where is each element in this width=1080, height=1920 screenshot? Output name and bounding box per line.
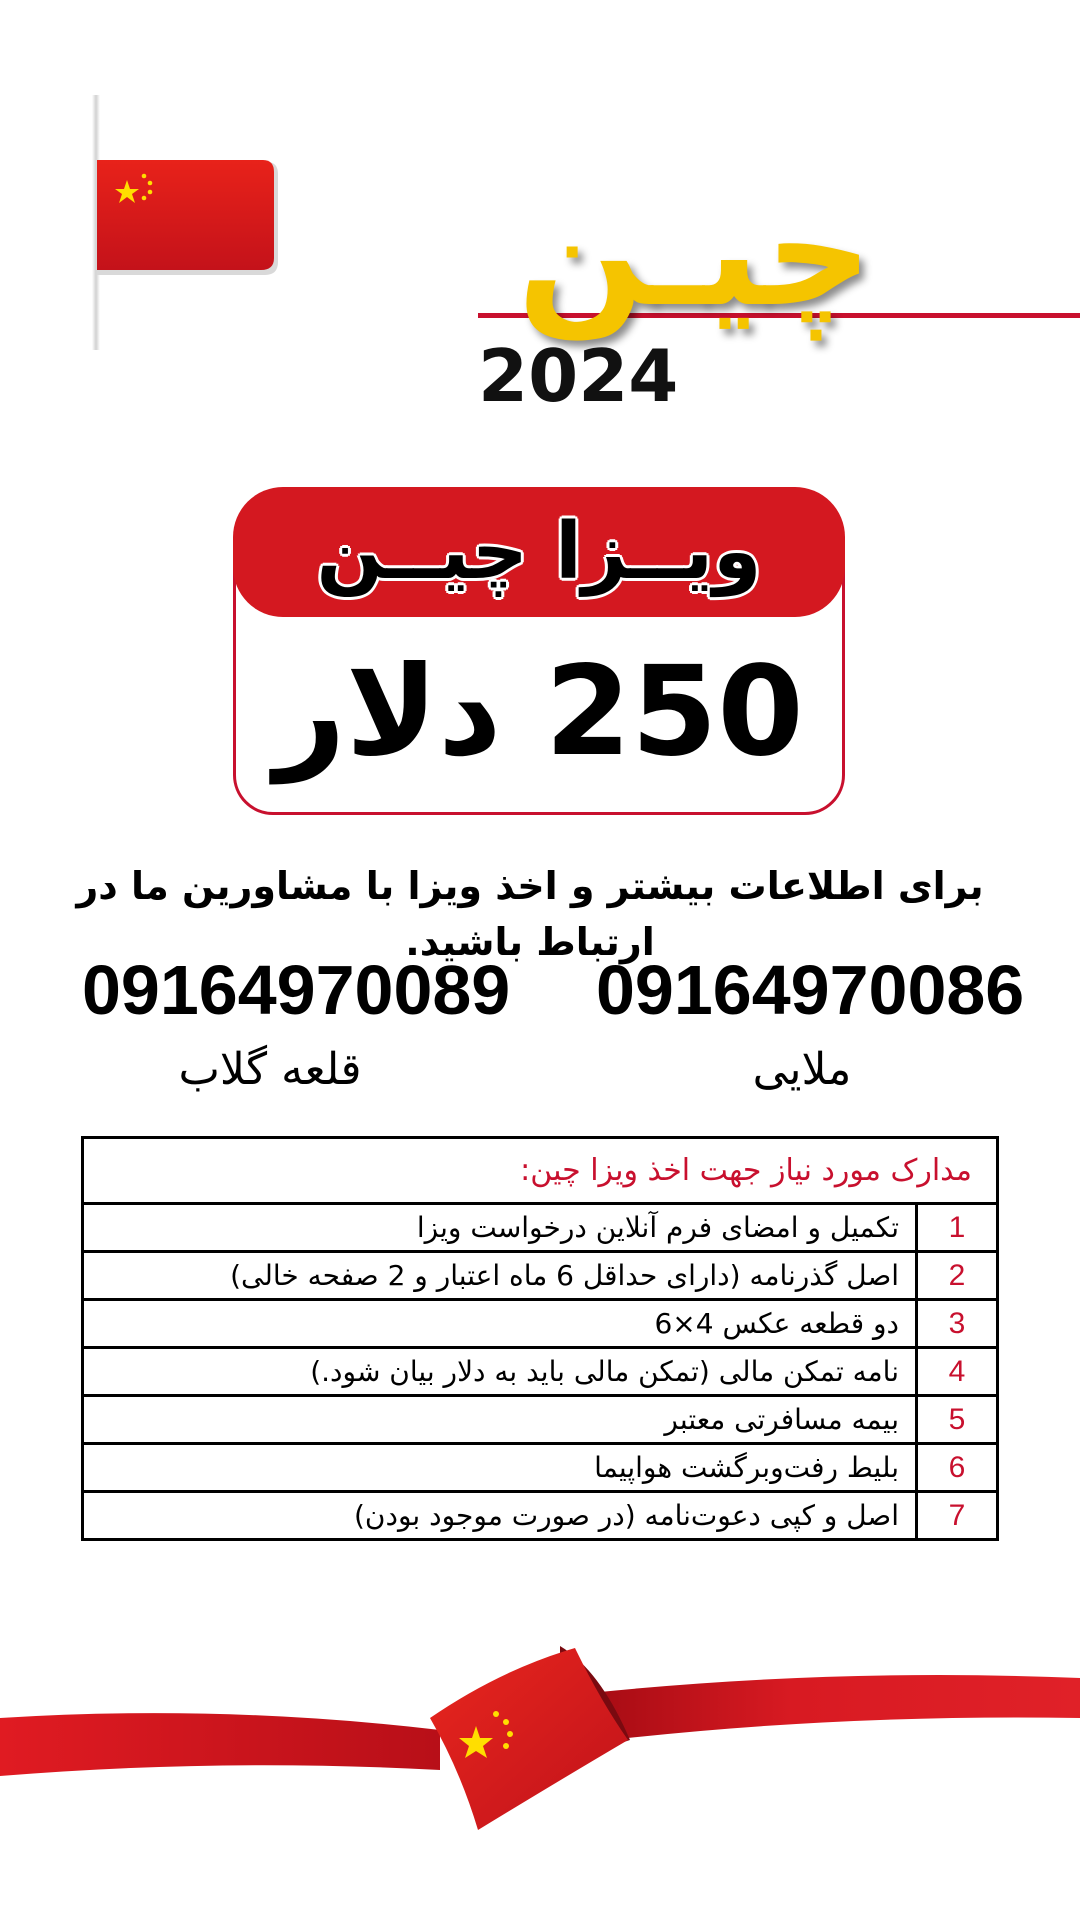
phone-number-2[interactable]: 09164970089 xyxy=(82,951,511,1029)
contact-info-text: برای اطلاعات بیشتر و اخذ ویزا با مشاورین ما در ارتباط باشید. xyxy=(76,864,984,964)
country-title: چیـن xyxy=(517,166,873,340)
document-text: بیمه مسافرتی معتبر xyxy=(83,1396,917,1444)
table-row xyxy=(83,1348,998,1396)
document-text: بلیط رفت‌وبرگشت هواپیما xyxy=(83,1444,917,1492)
document-number: 3 xyxy=(917,1300,998,1348)
documents-heading: مدارک مورد نیاز جهت اخذ ویزا چین: xyxy=(83,1138,998,1204)
price-card-title: ویــزا چیــن xyxy=(316,507,762,597)
table-row xyxy=(83,1204,998,1252)
consultant-name-1: ملایی xyxy=(752,1044,852,1095)
document-number: 7 xyxy=(917,1492,998,1540)
document-number: 2 xyxy=(917,1252,998,1300)
document-text: اصل گذرنامه (دارای حداقل 6 ماه اعتبار و 2 صفحه خالی) xyxy=(83,1252,917,1300)
document-number: 6 xyxy=(917,1444,998,1492)
document-text: نامه تمکن مالی (تمکن مالی باید به دلار بیان شود.) xyxy=(83,1348,917,1396)
year-label: 2024 xyxy=(478,334,679,418)
document-number: 4 xyxy=(917,1348,998,1396)
table-row xyxy=(83,1492,998,1540)
phone-number-1[interactable]: 09164970086 xyxy=(596,951,1025,1029)
document-number: 1 xyxy=(917,1204,998,1252)
document-text: اصل و کپی دعوت‌نامه (در صورت موجود بودن) xyxy=(83,1492,917,1540)
price-card xyxy=(233,487,845,813)
table-row xyxy=(83,1252,998,1300)
table-row xyxy=(83,1300,998,1348)
document-number: 5 xyxy=(917,1396,998,1444)
document-text: تکمیل و امضای فرم آنلاین درخواست ویزا xyxy=(83,1204,917,1252)
china-flag-icon xyxy=(97,158,280,281)
consultant-name-2: قلعه گلاب xyxy=(178,1044,362,1095)
china-flag-ribbon-icon xyxy=(0,1630,1080,1870)
documents-table xyxy=(81,1136,999,1541)
document-text: دو قطعه عکس 4×6 xyxy=(83,1300,917,1348)
table-row xyxy=(83,1396,998,1444)
price-amount: 250 دلار xyxy=(274,640,804,784)
table-row xyxy=(83,1444,998,1492)
